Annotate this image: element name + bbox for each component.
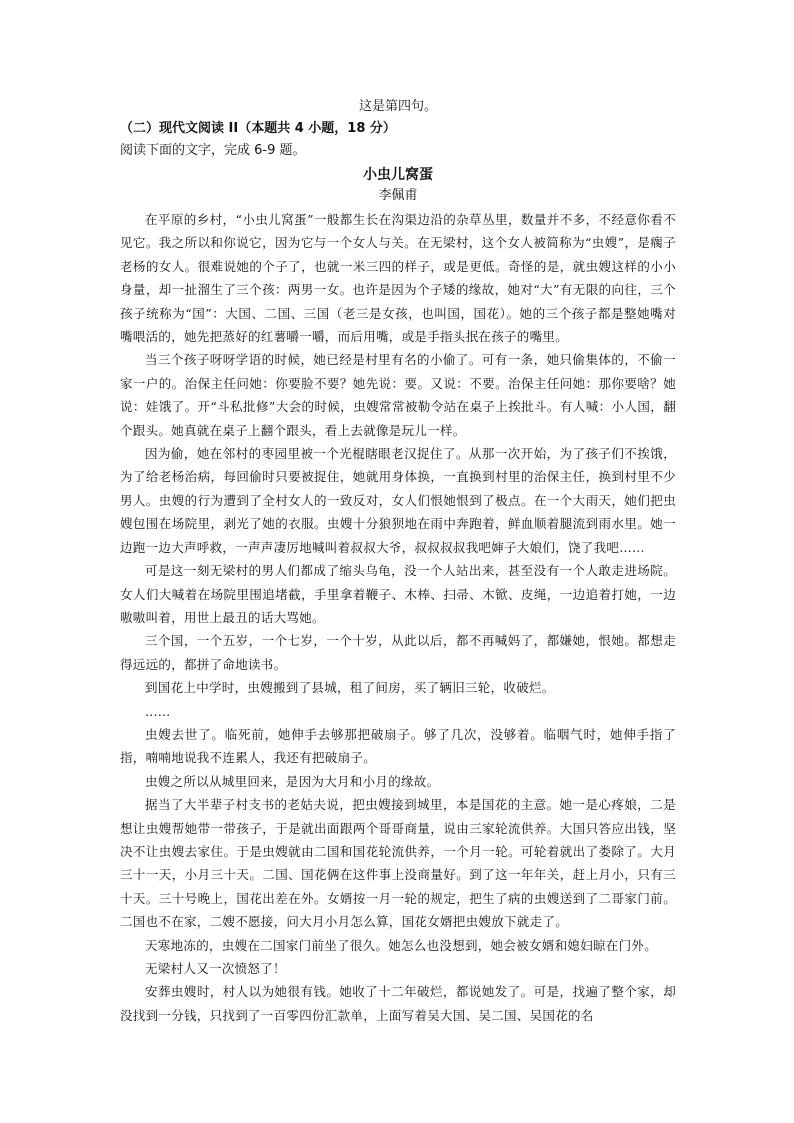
paragraph-3: 因为偷，她在邻村的枣园里被一个光棍瞎眼老汉捉住了。从那一次开始，为了孩子们不挨饿，为了给老杨治病，每回偷时只要被捉住，她就用身体换，一直换到村里的治保主任，换到村里不少男人。虫嫂的行为遭到了全村女人的一致反对，女人们恨她恨到了极点。在一个大雨天，她们把虫嫂包围在场院里，剥光了她的衣服。虫嫂十分狼狈地在雨中奔跑着，鲜血顺着腿流到雨水里。她一边跑一边大声呼救，一声声凄厉地喊叫着叔叔大爷，叔叔叔叔我吧婶子大娘们，饶了我吧…… <box>120 446 676 555</box>
paragraph-6: 到国花上中学时，虫嫂搬到了县城，租了间房，买了辆旧三轮，收破烂。 <box>145 680 555 696</box>
story-author: 李佩甫 <box>378 188 418 203</box>
paragraph-9: 据当了大半辈子村支书的老姑夫说，把虫嫂接到城里，本是国花的主意。她一是心疼娘，二是想让虫嫂帮她带一带孩子，于是就出面跟两个哥哥商量，说由三家轮流供养。大国只答应出钱，坚决不让虫嫂去家住。于是虫嫂就由二国和国花轮流供养，一个月一轮。可轮着就出了娄除了。大月三十一天，小月三十天。二国、国花俩在这件事上没商量好。到了这一年年关，赶上月小，只有三十天。三十号晚上，国花出差在外。女婿按一月一轮的规定，把生了病的虫嫂送到了二哥家门前。二国也不在家，二嫂不愿接，问大月小月怎么算，国花女婿把虫嫂放下就走了。 <box>120 797 676 930</box>
paragraph-8: 虫嫂之所以从城里回来，是因为大月和小月的缘故。 <box>145 773 440 789</box>
paragraph-1: 在平原的乡村，“小虫儿窝蛋”一般都生长在沟渠边沿的杂草丛里，数量并不多，不经意你看不见它。我之所以和你说它，因为它与一个女人与关。在无梁村，这个女人被简称为“虫嫂”，是瘸子老杨的女人。很难说她的个子了，也就一米三四的样子，或是更低。奇怪的是，就虫嫂这样的小小身量，却一扯溜生了三个孩：两男一女。也许是因为个子矮的缘故，她对“大”有无限的向往，三个孩子统称为“国”：大国、二国、三国（老三是女孩，也叫国，国花）。她的三个孩子都是整她嘴对嘴喂活的，她先把蒸好的红薯嚼一嚼，而后用嘴，或是手指头抿在孩子的嘴里。 <box>120 212 676 345</box>
section-heading: （二）现代文阅读 II（本题共 4 小题，18 分） <box>120 121 396 136</box>
paragraph-5: 三个国，一个五岁，一个七岁，一个十岁，从此以后，都不再喊妈了，都嫌她，恨她。都想走得远远的，都拼了命地读书。 <box>120 633 676 672</box>
ellipsis-line: …… <box>145 703 171 719</box>
story-title: 小虫儿窝蛋 <box>363 167 433 183</box>
paragraph-11: 无梁村人又一次愤怒了！ <box>145 961 286 976</box>
document-page <box>120 96 676 1027</box>
paragraph-2: 当三个孩子呀呀学语的时候，她已经是村里有名的小偷了。可有一条，她只偷集体的，不偷一家一户的。治保主任问她：你要脸不要？她先说：要。又说：不要。治保主任问她：那你要啥？她说：娃饿了。开“斗私批修”大会的时候，虫嫂常常被勒令站在桌子上挨批斗。有人喊：小人国，翻个跟头。她真就在桌子上翻个跟头，看上去就像是玩儿一样。 <box>120 352 676 438</box>
paragraph-12: 安葬虫嫂时，村人以为她很有钱。她收了十二年破烂，都说她发了。可是，找遍了整个家，却没找到一分钱，只找到了一百零四份汇款单，上面写着吴大国、吴二国、吴国花的名 <box>120 984 676 1023</box>
previous-answer-line: 这是第四句。 <box>358 99 437 114</box>
reading-instruction: 阅读下面的文字，完成 6-9 题。 <box>120 143 306 158</box>
paragraph-7: 虫嫂去世了。临死前，她伸手去够那把破扇子。够了几次，没够着。临咽气时，她伸手指了指，喃喃地说我不连累人，我还有把破扇子。 <box>120 726 676 766</box>
paragraph-4: 可是这一刻无梁村的男人们都成了缩头乌龟，没一个人站出来，甚至没有一个人敢走进场院。女人们大喊着在场院里围追堵截，手里拿着鞭子、木棒、扫帚、木锨、皮绳，一边追着打她，一边嗷嗷叫着，用世上最丑的话大骂她。 <box>120 563 676 625</box>
paragraph-10: 天寒地冻的，虫嫂在二国家门前坐了很久。她怎么也没想到，她会被女婿和媳妇晾在门外。 <box>145 937 658 953</box>
